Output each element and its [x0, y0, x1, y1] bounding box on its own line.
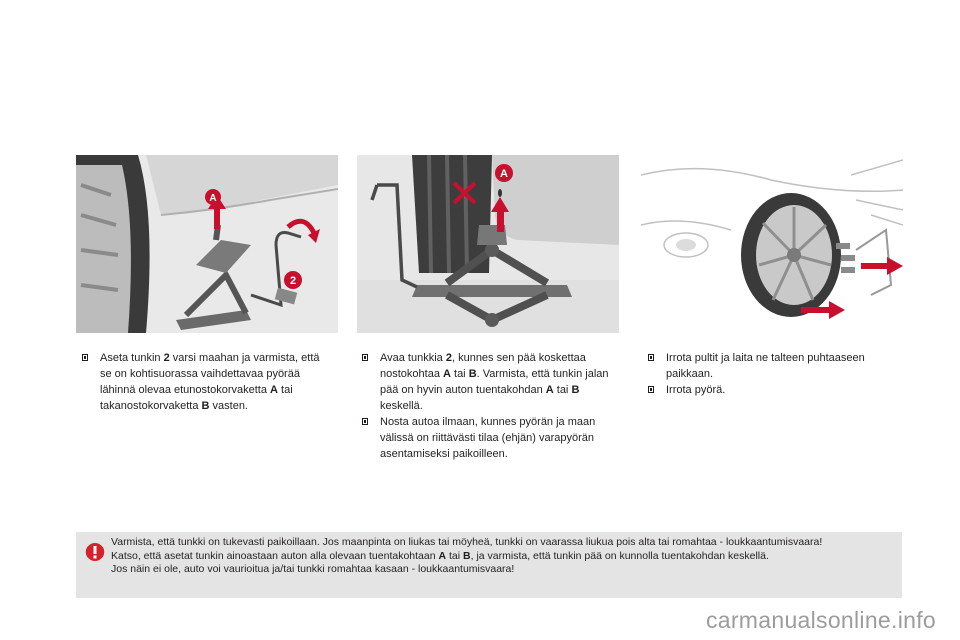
figure-jack-placement — [76, 155, 338, 333]
rotate-arrow-icon — [288, 221, 314, 233]
wheel-removal-illustration — [641, 155, 903, 333]
instructions-column-1 — [82, 350, 332, 414]
badge-a-icon — [205, 189, 221, 205]
instructions-column-3 — [648, 350, 898, 398]
checkbox-bullet-icon — [362, 418, 368, 425]
warning-text: Varmista, että tunkki on tukevasti paikoillaan. Jos maanpinta on liukas tai möyheä, tunkki on vaarassa liukua pois alta tai romahtaa - loukkaantumisvaara! Katso, että asetat tunkin ainoastaan auton alla olevaan tuentakohtaan A tai B, ja varmista, että tunkin pää on kunnolla tuentakohdan keskellä. Jos näin ei ole, auto voi vaurioitua ja/tai tunkki romahtaa kasaan - loukkaantumisvaara! — [111, 536, 823, 575]
instruction-item: Aseta tunkin 2 varsi maahan ja varmista, että se on kohtisuorassa vaihdettavaa pyörää lähinnä olevaa etunostokorvaketta A tai takanostokorvaketta B vasten. — [82, 350, 332, 414]
warning-exclamation-icon — [84, 542, 106, 562]
figure-wheel-removal — [641, 155, 903, 333]
instruction-item: Nosta autoa ilmaan, kunnes pyörän ja maan välissä on riittävästi tilaa (ehjän) varapyörän asentamiseksi paikoilleen. — [362, 414, 622, 462]
badge-2-icon — [284, 271, 302, 289]
badge-a-label: A — [209, 193, 217, 204]
jack-placement-illustration — [76, 155, 338, 333]
instruction-item: Irrota pultit ja laita ne talteen puhtaaseen paikkaan. — [648, 350, 898, 382]
warning-box — [76, 532, 902, 598]
checkbox-bullet-icon — [362, 354, 368, 361]
checkbox-bullet-icon — [648, 354, 654, 361]
badge-a-icon — [495, 164, 513, 182]
jack-raise-illustration — [357, 155, 619, 333]
checkbox-bullet-icon — [82, 354, 88, 361]
instruction-item: Irrota pyörä. — [648, 382, 898, 398]
badge-a-label: A — [500, 168, 508, 180]
instruction-item: Avaa tunkkia 2, kunnes sen pää koskettaa nostokohtaa A tai B. Varmista, että tunkin jalan pää on hyvin auton tuentakohdan A tai B keskellä. — [362, 350, 622, 414]
instructions-column-2 — [362, 350, 622, 462]
bolt-out-arrow-icon — [861, 257, 903, 275]
checkbox-bullet-icon — [648, 386, 654, 393]
badge-2-label: 2 — [289, 275, 297, 287]
figure-jack-raise — [357, 155, 619, 333]
watermark: carmanualsonline.info — [705, 607, 936, 633]
